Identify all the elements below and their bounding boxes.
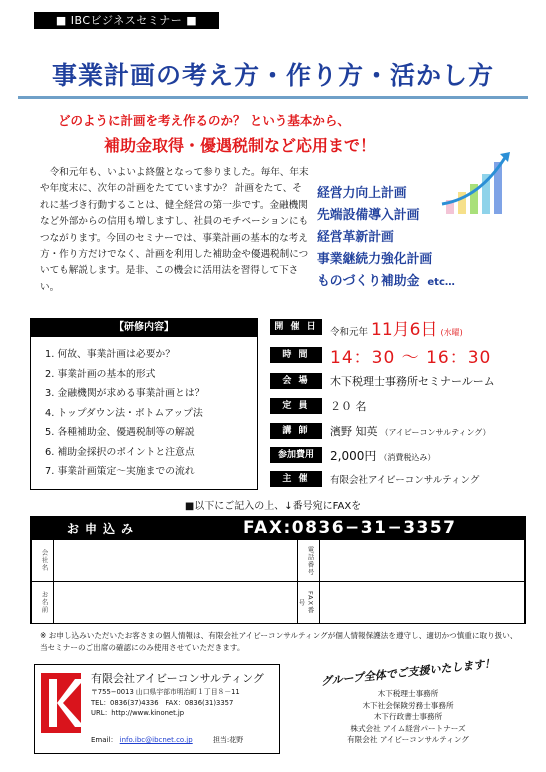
company-field[interactable] xyxy=(54,540,298,582)
group-section xyxy=(290,656,526,746)
capacity-label: 定 員 xyxy=(270,398,322,414)
date-label: 開 催 日 xyxy=(270,319,322,335)
group-members xyxy=(290,688,526,746)
company-name: 有限会社アイビーコンサルティング xyxy=(91,672,264,685)
intro-text: 令和元年も、いよいよ終盤となって参りました。毎年、年末や年度末に、次年の計画をたてていますか？ 計画をたて、それに基づき行動することは、健全経営の第一歩です。金融機関など外部からの信用も増しますし、社員のモチベーションにもつながります。今回のセミナーでは、事業計画の基本的な考え方・作り方だけでなく、計画を利用した補助金や優遇税制についても解説します。是非、この機会に活用法を習得して下さい。 xyxy=(40,167,309,293)
company-box xyxy=(34,664,280,754)
date-prefix: 令和元年 xyxy=(330,326,369,338)
host-label: 主 催 xyxy=(270,471,322,487)
plan-item: 経営力向上計画 xyxy=(317,186,407,201)
group-member: 有限会社 アイビーコンサルティング xyxy=(347,735,469,744)
company-tel: TEL：0836(37)4336 FAX：0836(31)3357 xyxy=(91,698,234,707)
group-member: 木下税理士事務所 xyxy=(377,689,439,698)
plan-item: 先端設備導入計画 xyxy=(317,208,420,223)
info-venue-row xyxy=(270,372,495,390)
fee-note: （消費税込み） xyxy=(379,452,436,462)
training-item: 6. 補助金採択のポイントと注意点 xyxy=(45,446,195,458)
date-weekday: (水曜) xyxy=(440,327,463,337)
page-title: 事業計画の考え方・作り方・活かし方 xyxy=(51,61,494,90)
plan-list xyxy=(317,183,455,294)
training-list xyxy=(31,337,257,482)
series-header: ■ IBCビジネスセミナー ■ xyxy=(34,12,219,29)
info-capacity-row xyxy=(270,397,367,415)
subtitle-line1: どのように計画を考え作るのか？ という基本から、 xyxy=(58,113,350,128)
training-heading: 【研修内容】 xyxy=(31,319,257,337)
training-item: 1. 何故、事業計画は必要か？ xyxy=(45,349,176,360)
fee-label: 参加費用 xyxy=(270,447,322,463)
title-underline xyxy=(18,96,528,99)
time-value: 14：30 ～ 16：30 xyxy=(330,347,492,368)
company-label: 会社名 xyxy=(40,549,49,572)
name-field[interactable] xyxy=(54,582,298,624)
company-url[interactable]: URL：http://www.kinonet.jp xyxy=(91,709,185,717)
fee-value xyxy=(330,447,435,464)
training-item: 4. トップダウン法・ボトムアップ法 xyxy=(45,407,203,419)
form-table xyxy=(31,539,525,624)
lecturer-name: 濱野 知英 xyxy=(330,425,378,438)
ibc-k-logo xyxy=(41,673,81,733)
training-item: 7. 事業計画策定～実施までの流れ xyxy=(45,466,195,477)
plan-etc: etc… xyxy=(427,277,455,288)
lecturer-value xyxy=(330,423,491,439)
time-label: 時 間 xyxy=(270,347,322,363)
host-value: 有限会社アイビーコンサルティング xyxy=(330,475,480,486)
info-date-row xyxy=(270,318,463,340)
date-value xyxy=(330,315,463,340)
training-item: 2. 事業計画の基本的形式 xyxy=(45,368,156,380)
subtitle-line2: 補助金取得・優遇税制など応用まで！ xyxy=(104,136,377,155)
info-host-row xyxy=(270,470,479,488)
plan-item: 事業継続力強化計画 xyxy=(317,252,433,267)
venue-label: 会 場 xyxy=(270,373,322,389)
group-member: 株式会社 アイム経営パートナーズ xyxy=(350,723,466,733)
phone-field[interactable] xyxy=(320,540,525,582)
privacy-notice: ※ お申し込みいただいたお客さまの個人情報は、有限会社アイビーコンサルティングが個人情報保護法を遵守し、適切かつ慎重に取り扱い、当セミナーのご出席の確認にのみ使用させていただきます。 xyxy=(40,631,518,652)
group-member: 木下社会保険労務士事務所 xyxy=(362,700,454,710)
venue-value: 木下税理士事務所セミナールーム xyxy=(330,375,495,388)
training-item: 5. 各種補助金、優遇税制等の解説 xyxy=(45,427,195,438)
fax-instruction: ■以下にご記入の上、↓番号宛にFAXを xyxy=(184,501,362,512)
form-title: お申込み xyxy=(67,521,140,536)
plan-item: ものづくり補助金 xyxy=(317,274,420,289)
info-lecturer-row xyxy=(270,422,491,440)
name-label: お名前 xyxy=(40,591,49,614)
phone-label: 電話番号 xyxy=(306,545,315,576)
fax-number: FAX:0836−31−3357 xyxy=(243,518,457,538)
group-member: 木下行政書士事務所 xyxy=(373,712,443,721)
info-time-row xyxy=(270,346,492,368)
date-main: 11月6日 xyxy=(371,319,438,340)
email-label: Email： xyxy=(91,736,118,744)
fax-field[interactable] xyxy=(320,582,525,624)
application-form xyxy=(30,516,526,624)
training-box xyxy=(30,318,258,490)
email-line xyxy=(91,735,243,745)
fax-label: FAX番号 xyxy=(297,591,315,614)
contact-person: 担当:花野 xyxy=(212,736,244,744)
lecturer-label: 講 師 xyxy=(270,423,322,439)
training-item: 3. 金融機関が求める事業計画とは？ xyxy=(45,388,205,399)
company-contact xyxy=(91,687,240,719)
company-address: 〒755−0013 山口県宇部市明治町１丁目８－11 xyxy=(91,688,240,696)
plan-item: 経営革新計画 xyxy=(317,230,394,245)
lecturer-affiliation: （アイビーコンサルティング） xyxy=(380,428,491,437)
fee-amount: 2,000円 xyxy=(330,448,377,463)
capacity-value: ２０ 名 xyxy=(330,400,367,413)
form-header xyxy=(31,517,525,539)
group-title: グループ全体でご支援いたします！ xyxy=(320,656,496,689)
plan-item-last xyxy=(317,271,455,294)
email-link[interactable]: info.ibc@ibcnet.co.jp xyxy=(119,736,193,744)
info-fee-row xyxy=(270,446,435,464)
